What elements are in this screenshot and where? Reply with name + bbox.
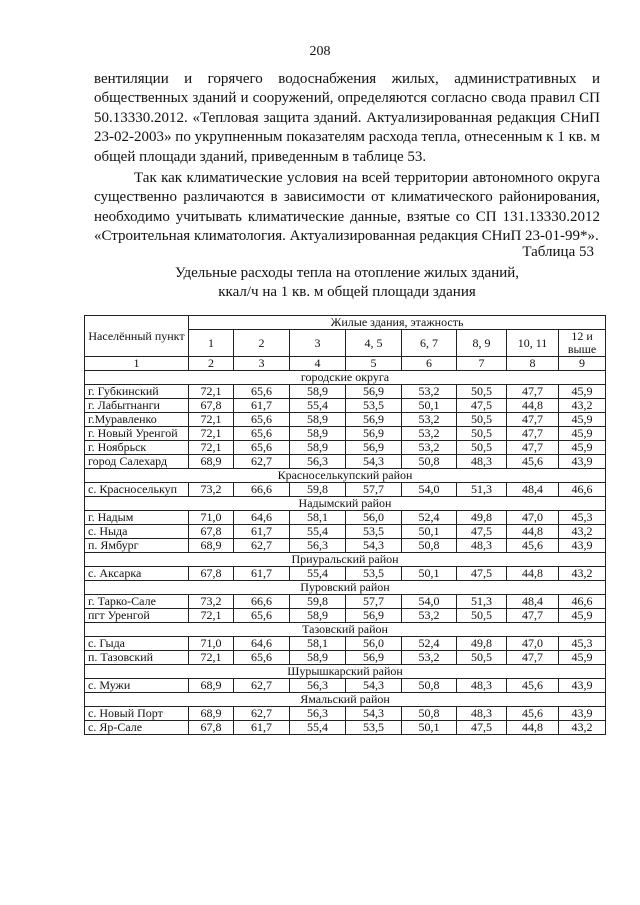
value-cell: 53,2	[402, 427, 457, 441]
value-cell: 54,0	[402, 483, 457, 497]
value-cell: 62,7	[234, 455, 290, 469]
value-cell: 65,6	[234, 651, 290, 665]
value-cell: 72,1	[189, 385, 234, 399]
value-cell: 54,3	[346, 455, 402, 469]
value-cell: 56,9	[346, 609, 402, 623]
value-cell: 56,9	[346, 427, 402, 441]
index-cell: 8	[507, 357, 559, 371]
paragraph-1: вентиляции и горячего водоснабжения жилых, административных и общественных зданий и сооружений, определяются согласно свода правил СП 50.13330.2012. «Тепловая защита зданий. Актуализированная редакция СНиП 23-02-2003» по укрупненным показателям расхода тепла, отнесенным к 1 кв. м общей площади зданий, приведенным в таблице 53.	[94, 71, 600, 165]
value-cell: 47,5	[457, 567, 507, 581]
section-title: Шурышкарский район	[85, 665, 606, 679]
header-col-8-9: 8, 9	[457, 330, 507, 357]
index-cell: 2	[189, 357, 234, 371]
header-row-group	[85, 316, 606, 330]
settlement-name: г. Новый Уренгой	[85, 427, 189, 441]
settlement-name: г. Лабытнанги	[85, 399, 189, 413]
value-cell: 50,5	[457, 651, 507, 665]
table-title	[94, 264, 600, 302]
section-row	[85, 497, 606, 511]
header-col-12-plus: 12 и выше	[559, 330, 606, 357]
value-cell: 55,4	[290, 567, 346, 581]
section-title: Ямальский район	[85, 693, 606, 707]
value-cell: 72,1	[189, 413, 234, 427]
table-row	[85, 679, 606, 693]
value-cell: 50,5	[457, 413, 507, 427]
value-cell: 43,2	[559, 399, 606, 413]
value-cell: 61,7	[234, 399, 290, 413]
header-col-10-11: 10, 11	[507, 330, 559, 357]
settlement-name: с. Гыда	[85, 637, 189, 651]
heat-consumption-table	[84, 315, 606, 735]
value-cell: 43,9	[559, 679, 606, 693]
section-row	[85, 623, 606, 637]
value-cell: 53,2	[402, 413, 457, 427]
value-cell: 72,1	[189, 441, 234, 455]
value-cell: 45,6	[507, 679, 559, 693]
value-cell: 67,8	[189, 567, 234, 581]
value-cell: 45,9	[559, 441, 606, 455]
settlement-name: г. Надым	[85, 511, 189, 525]
header-settlement: Населённый пункт	[85, 316, 189, 357]
value-cell: 45,3	[559, 511, 606, 525]
value-cell: 64,6	[234, 637, 290, 651]
value-cell: 48,3	[457, 679, 507, 693]
value-cell: 58,9	[290, 427, 346, 441]
value-cell: 50,1	[402, 399, 457, 413]
value-cell: 47,5	[457, 721, 507, 735]
table-row	[85, 399, 606, 413]
settlement-name: пгт Уренгой	[85, 609, 189, 623]
value-cell: 66,6	[234, 483, 290, 497]
value-cell: 55,4	[290, 525, 346, 539]
table-label: Таблица 53	[522, 244, 594, 260]
section-title: Тазовский район	[85, 623, 606, 637]
value-cell: 50,8	[402, 707, 457, 721]
section-row	[85, 371, 606, 385]
section-title: Надымский район	[85, 497, 606, 511]
value-cell: 50,5	[457, 385, 507, 399]
value-cell: 61,7	[234, 525, 290, 539]
value-cell: 50,1	[402, 721, 457, 735]
settlement-name: п. Ямбург	[85, 539, 189, 553]
value-cell: 61,7	[234, 567, 290, 581]
value-cell: 45,9	[559, 413, 606, 427]
value-cell: 50,5	[457, 427, 507, 441]
value-cell: 61,7	[234, 721, 290, 735]
value-cell: 47,7	[507, 651, 559, 665]
value-cell: 46,6	[559, 595, 606, 609]
value-cell: 59,8	[290, 483, 346, 497]
value-cell: 50,8	[402, 539, 457, 553]
table-row	[85, 441, 606, 455]
value-cell: 65,6	[234, 427, 290, 441]
settlement-name: г. Губкинский	[85, 385, 189, 399]
value-cell: 73,2	[189, 595, 234, 609]
value-cell: 64,6	[234, 511, 290, 525]
value-cell: 47,5	[457, 525, 507, 539]
value-cell: 48,3	[457, 455, 507, 469]
table-row	[85, 567, 606, 581]
value-cell: 56,3	[290, 539, 346, 553]
value-cell: 48,4	[507, 483, 559, 497]
value-cell: 56,9	[346, 413, 402, 427]
table-row	[85, 637, 606, 651]
table-row	[85, 455, 606, 469]
value-cell: 43,9	[559, 707, 606, 721]
column-index-row	[85, 357, 606, 371]
value-cell: 45,9	[559, 651, 606, 665]
settlement-name: город Салехард	[85, 455, 189, 469]
value-cell: 47,7	[507, 441, 559, 455]
value-cell: 66,6	[234, 595, 290, 609]
value-cell: 50,8	[402, 679, 457, 693]
section-title: Красноселькупский район	[85, 469, 606, 483]
table-row	[85, 511, 606, 525]
value-cell: 68,9	[189, 539, 234, 553]
value-cell: 49,8	[457, 511, 507, 525]
value-cell: 54,3	[346, 679, 402, 693]
value-cell: 44,8	[507, 525, 559, 539]
settlement-name: г. Тарко-Сале	[85, 595, 189, 609]
value-cell: 56,9	[346, 385, 402, 399]
settlement-name: с. Красноселькуп	[85, 483, 189, 497]
value-cell: 59,8	[290, 595, 346, 609]
header-col-2: 2	[234, 330, 290, 357]
value-cell: 67,8	[189, 525, 234, 539]
value-cell: 54,3	[346, 539, 402, 553]
section-title: Пуровский район	[85, 581, 606, 595]
header-floors-group: Жилые здания, этажность	[189, 316, 606, 330]
value-cell: 51,3	[457, 483, 507, 497]
section-row	[85, 581, 606, 595]
value-cell: 44,8	[507, 721, 559, 735]
value-cell: 54,3	[346, 707, 402, 721]
settlement-name: с. Мужи	[85, 679, 189, 693]
value-cell: 68,9	[189, 679, 234, 693]
table-row	[85, 385, 606, 399]
value-cell: 50,1	[402, 567, 457, 581]
value-cell: 48,3	[457, 539, 507, 553]
value-cell: 72,1	[189, 427, 234, 441]
header-col-1: 1	[189, 330, 234, 357]
value-cell: 58,9	[290, 651, 346, 665]
value-cell: 71,0	[189, 637, 234, 651]
table-row	[85, 595, 606, 609]
value-cell: 65,6	[234, 385, 290, 399]
value-cell: 43,2	[559, 567, 606, 581]
value-cell: 43,9	[559, 455, 606, 469]
settlement-name: п. Тазовский	[85, 651, 189, 665]
section-title: Приуральский район	[85, 553, 606, 567]
value-cell: 55,4	[290, 721, 346, 735]
section-row	[85, 665, 606, 679]
value-cell: 50,8	[402, 455, 457, 469]
value-cell: 65,6	[234, 441, 290, 455]
section-row	[85, 469, 606, 483]
value-cell: 56,3	[290, 455, 346, 469]
value-cell: 53,2	[402, 651, 457, 665]
table-body	[85, 371, 606, 735]
value-cell: 53,5	[346, 721, 402, 735]
value-cell: 53,2	[402, 385, 457, 399]
value-cell: 57,7	[346, 483, 402, 497]
page-number: 208	[309, 44, 331, 59]
value-cell: 49,8	[457, 637, 507, 651]
value-cell: 53,2	[402, 609, 457, 623]
table-title-line-2: ккал/ч на 1 кв. м общей площади здания	[218, 284, 476, 300]
table-row	[85, 539, 606, 553]
value-cell: 48,4	[507, 595, 559, 609]
index-cell: 9	[559, 357, 606, 371]
table-row	[85, 413, 606, 427]
header-col-4-5: 4, 5	[346, 330, 402, 357]
settlement-name: г.Муравленко	[85, 413, 189, 427]
settlement-name: г. Ноябрьск	[85, 441, 189, 455]
value-cell: 43,2	[559, 525, 606, 539]
value-cell: 43,2	[559, 721, 606, 735]
value-cell: 44,8	[507, 567, 559, 581]
value-cell: 45,9	[559, 385, 606, 399]
settlement-name: с. Аксарка	[85, 567, 189, 581]
index-cell: 7	[457, 357, 507, 371]
value-cell: 52,4	[402, 637, 457, 651]
header-col-6-7: 6, 7	[402, 330, 457, 357]
settlement-name: с. Ныда	[85, 525, 189, 539]
value-cell: 52,4	[402, 511, 457, 525]
value-cell: 47,0	[507, 511, 559, 525]
value-cell: 58,1	[290, 637, 346, 651]
value-cell: 67,8	[189, 721, 234, 735]
value-cell: 58,9	[290, 385, 346, 399]
value-cell: 62,7	[234, 707, 290, 721]
value-cell: 56,9	[346, 441, 402, 455]
value-cell: 58,9	[290, 609, 346, 623]
table-row	[85, 707, 606, 721]
value-cell: 45,9	[559, 427, 606, 441]
table-title-line-1: Удельные расходы тепла на отопление жилых зданий,	[174, 265, 520, 281]
body-text	[94, 70, 600, 247]
value-cell: 62,7	[234, 539, 290, 553]
value-cell: 72,1	[189, 651, 234, 665]
table-row	[85, 427, 606, 441]
section-title: городские округа	[85, 371, 606, 385]
value-cell: 44,8	[507, 399, 559, 413]
value-cell: 47,7	[507, 385, 559, 399]
table-row	[85, 483, 606, 497]
value-cell: 53,5	[346, 567, 402, 581]
value-cell: 65,6	[234, 413, 290, 427]
index-cell: 1	[85, 357, 189, 371]
value-cell: 68,9	[189, 455, 234, 469]
value-cell: 68,9	[189, 707, 234, 721]
value-cell: 47,5	[457, 399, 507, 413]
value-cell: 56,3	[290, 707, 346, 721]
value-cell: 54,0	[402, 595, 457, 609]
value-cell: 47,7	[507, 413, 559, 427]
value-cell: 45,3	[559, 637, 606, 651]
value-cell: 45,6	[507, 539, 559, 553]
value-cell: 50,5	[457, 609, 507, 623]
value-cell: 62,7	[234, 679, 290, 693]
value-cell: 50,5	[457, 441, 507, 455]
value-cell: 56,9	[346, 651, 402, 665]
index-cell: 4	[290, 357, 346, 371]
index-cell: 5	[346, 357, 402, 371]
value-cell: 50,1	[402, 525, 457, 539]
value-cell: 45,6	[507, 707, 559, 721]
value-cell: 47,0	[507, 637, 559, 651]
value-cell: 58,1	[290, 511, 346, 525]
header-col-3: 3	[290, 330, 346, 357]
value-cell: 45,9	[559, 609, 606, 623]
value-cell: 56,0	[346, 511, 402, 525]
section-row	[85, 553, 606, 567]
paragraph-2: Так как климатические условия на всей территории автономного округа существенно различаются в зависимости от климатического районирования, необходимо учитывать климатические данные, взятые со СП 131.13330.2012 «Строительная климатология. Актуализированная редакция СНиП 23-01-99*».	[94, 170, 600, 245]
value-cell: 45,6	[507, 455, 559, 469]
index-cell: 6	[402, 357, 457, 371]
value-cell: 55,4	[290, 399, 346, 413]
value-cell: 46,6	[559, 483, 606, 497]
settlement-name: с. Новый Порт	[85, 707, 189, 721]
value-cell: 65,6	[234, 609, 290, 623]
value-cell: 56,0	[346, 637, 402, 651]
value-cell: 58,9	[290, 413, 346, 427]
value-cell: 73,2	[189, 483, 234, 497]
value-cell: 47,7	[507, 427, 559, 441]
value-cell: 47,7	[507, 609, 559, 623]
table-row	[85, 721, 606, 735]
index-cell: 3	[234, 357, 290, 371]
value-cell: 57,7	[346, 595, 402, 609]
value-cell: 53,5	[346, 399, 402, 413]
settlement-name: с. Яр-Сале	[85, 721, 189, 735]
table-row	[85, 651, 606, 665]
value-cell: 53,2	[402, 441, 457, 455]
value-cell: 58,9	[290, 441, 346, 455]
section-row	[85, 693, 606, 707]
value-cell: 53,5	[346, 525, 402, 539]
table-row	[85, 609, 606, 623]
value-cell: 67,8	[189, 399, 234, 413]
table-row	[85, 525, 606, 539]
value-cell: 51,3	[457, 595, 507, 609]
value-cell: 48,3	[457, 707, 507, 721]
value-cell: 72,1	[189, 609, 234, 623]
value-cell: 71,0	[189, 511, 234, 525]
value-cell: 56,3	[290, 679, 346, 693]
value-cell: 43,9	[559, 539, 606, 553]
